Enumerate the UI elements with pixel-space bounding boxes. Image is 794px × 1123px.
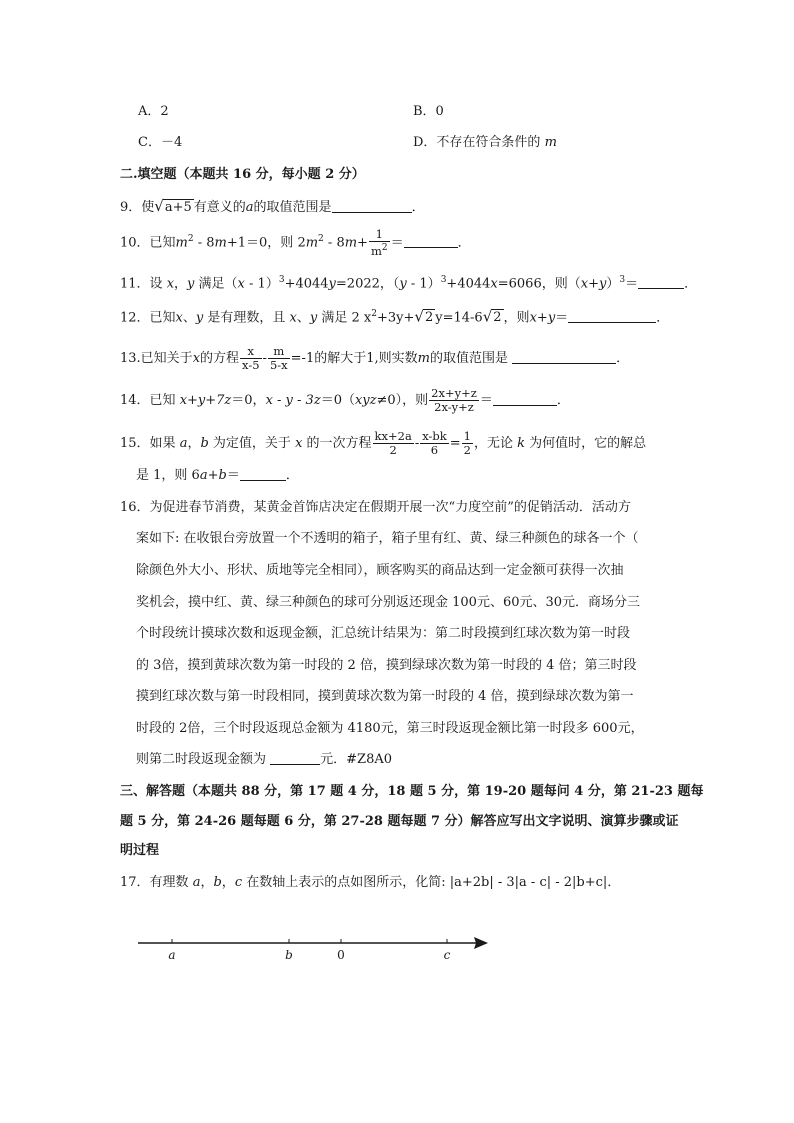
answer-blank <box>568 308 656 323</box>
question-16-line-2: 案如下: 在收银台旁放置一个不透明的箱子，箱子里有红、黄、绿三种颜色的球各一个（ <box>136 531 639 546</box>
answer-blank <box>240 466 286 481</box>
question-10: 10．已知$m^2 - 8m+1=0$，则 $2m^2 - 8m+$ $\frac{1}{m^2}$ ＝ ． <box>120 227 471 258</box>
question-16-line-6: 的 3倍，摸到黄球次数为第一时段的 2 倍，摸到绿球次数为第一时段的 4 倍；第三时段 <box>136 658 637 673</box>
question-14: 14．已知 x+y+7z＝0，x - y - 3z＝0（xyz≠0），则 $\frac{2x+y+z}{2x-y+z}$ ＝ ． <box>120 386 570 414</box>
option-b: B．0 <box>413 104 444 119</box>
question-16-line-3: 除颜色外大小、形状、质地等完全相同），顾客购买的商品达到一定金额可获得一次抽 <box>136 563 624 578</box>
label-b: b <box>285 948 293 962</box>
question-13: 13.已知关于x的方程 $\frac{x}{x-5}$ - $\frac{m}{5-x}$ =-1的解大于1,则实数m的取值范围是 ． <box>120 344 630 372</box>
question-16-line-5: 个时段统计摸球次数和返现金额，汇总统计结果为：第二时段摸到红球次数为第一时段 <box>136 626 631 641</box>
number-line-arrow <box>474 937 488 949</box>
option-a: A．2 <box>138 104 169 119</box>
answer-blank <box>512 349 616 364</box>
question-15-line-2: 是 1，则 6a+b＝ ． <box>136 468 299 483</box>
section-title-answer-line-3: 明过程 <box>120 843 160 858</box>
question-12: 12．已知x、y 是有理数，且 x、y 满足 2 $x^2+3y+√2$ y=14-6√2 ，则x+y＝ ． <box>120 307 670 326</box>
answer-blank <box>332 198 412 213</box>
label-c: c <box>443 948 451 962</box>
question-16-line-9: 则第二时段返现金额为 元．#Z8A0 <box>136 752 392 767</box>
option-c: C．－4 <box>138 135 183 150</box>
question-15: 15．如果 a，b 为定值，关于 x 的一次方程 $\frac{kx+2a}{2}$ - $\frac{x-bk}{6}$ = $\frac{1}{2}$ ，无论 k 为何值时，它的解总 <box>120 429 647 457</box>
section-title-fill-in: 二.填空题（本题共 16 分，每小题 2 分） <box>120 167 365 182</box>
answer-blank <box>638 274 684 289</box>
answer-blank <box>493 391 557 406</box>
section-title-answer-line-2: 题 5 分，第 24-26 题每题 6 分，第 27-28 题每题 7 分）解答应写出文字说明、演算步骤或证 <box>120 814 679 829</box>
option-d: D．不存在符合条件的 m <box>413 135 557 150</box>
answer-blank <box>404 233 458 248</box>
answer-blank <box>270 750 320 765</box>
question-17: 17．有理数 a，b，c 在数轴上表示的点如图所示，化简: |a+2b| - 3|a - c| - 2|b+c|． <box>120 875 621 890</box>
label-a: a <box>168 948 176 962</box>
number-line-figure <box>130 925 500 970</box>
question-11: 11．设 x，y 满足（x - 1）$^3$+4044y=2022，（y - 1）$^3$+4044x=6066，则$(x+y)^3=$ ． <box>120 275 698 292</box>
question-16-line-4: 奖机会，摸中红、黄、绿三种颜色的球可分别返还现金 100元、60元、30元．商场分三 <box>136 595 641 610</box>
question-16-line-8: 时段的 2倍，三个时段返现总金额为 4180元，第三时段返现金额比第一时段多 600元， <box>136 721 644 736</box>
question-16-line-1: 16．为促进春节消费，某黄金首饰店决定在假期开展一次“力度空前”的促销活动．活动方 <box>120 500 631 515</box>
question-16-line-7: 摸到红球次数与第一时段相同，摸到黄球次数为第一时段的 4 倍，摸到绿球次数为第一 <box>136 689 634 704</box>
question-9: 9．使√a+5 有意义的a的取值范围是 ． <box>120 197 425 215</box>
section-title-answer-line-1: 三、解答题（本题共 88 分，第 17 题 4 分，18 题 5 分，第 19-20 题每问 4 分，第 21-23 题每 <box>120 784 704 799</box>
label-0: 0 <box>337 948 345 962</box>
